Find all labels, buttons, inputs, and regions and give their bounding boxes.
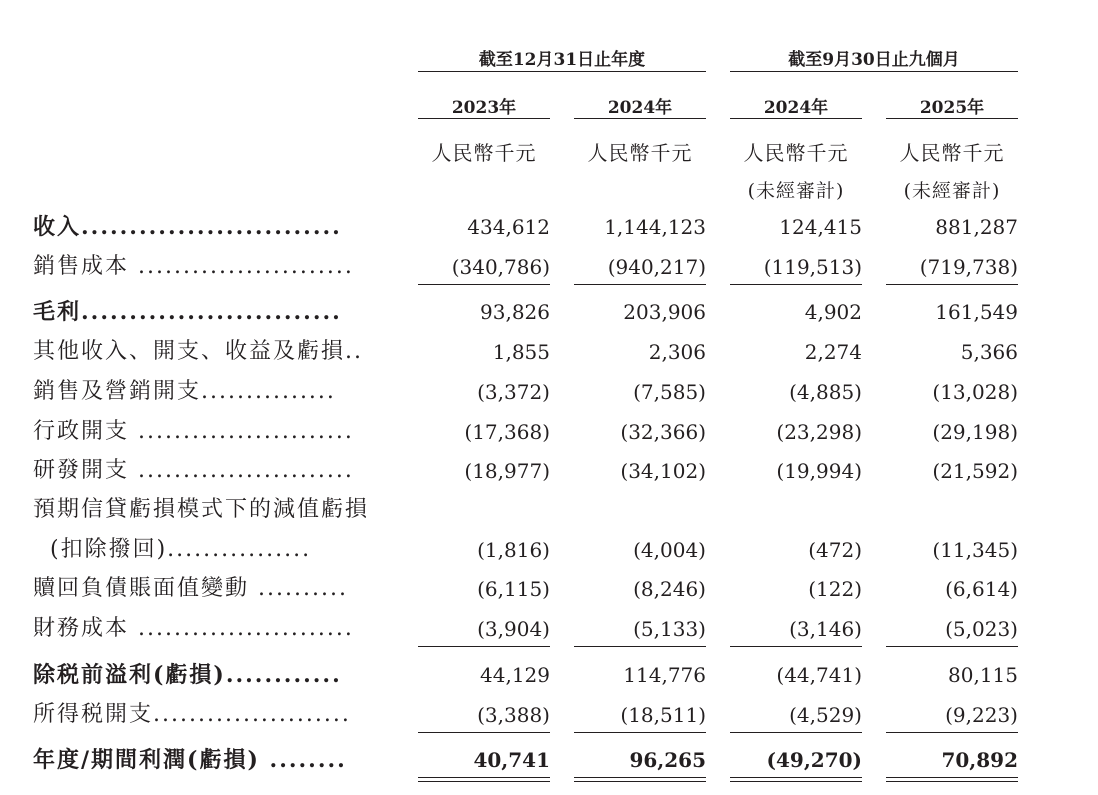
value-cell: (34,102) — [620, 459, 706, 483]
row-label: 其他收入、開支、收益及虧損.. — [33, 339, 364, 364]
row-label: 銷售及營銷開支............... — [33, 379, 336, 404]
value-cell: (122) — [808, 577, 862, 601]
value-cell: (18,977) — [464, 459, 550, 483]
year-header: 2025年 — [919, 98, 985, 118]
value-cell: 40,741 — [473, 748, 550, 772]
year-rule — [886, 118, 1018, 119]
table-row — [0, 252, 1098, 282]
subtotal-rule — [418, 732, 550, 733]
year-rule — [730, 118, 862, 119]
value-cell: 5,366 — [960, 340, 1018, 364]
subtotal-rule — [730, 284, 862, 285]
period-heading-nine-months: 截至9月30日止九個月 — [788, 50, 960, 70]
value-cell: 203,906 — [623, 300, 706, 324]
value-cell: (4,004) — [633, 538, 706, 562]
table-row — [0, 700, 1098, 730]
value-cell: (472) — [808, 538, 862, 562]
subtotal-rule — [574, 284, 706, 285]
value-cell: (6,614) — [945, 577, 1018, 601]
total-double-rule — [574, 777, 706, 778]
value-cell: (119,513) — [763, 255, 862, 279]
unit-label: 人民幣千元 — [431, 141, 537, 165]
value-cell: (4,885) — [789, 380, 862, 404]
value-cell: (5,023) — [945, 617, 1018, 641]
value-cell: (3,146) — [789, 617, 862, 641]
total-double-rule — [418, 781, 550, 782]
unit-label: 人民幣千元 — [587, 141, 693, 165]
value-cell: (7,585) — [633, 380, 706, 404]
year-header: 2024年 — [763, 98, 829, 118]
unit-label: 人民幣千元 — [743, 141, 849, 165]
table-row — [0, 614, 1098, 644]
subtotal-rule — [730, 646, 862, 647]
value-cell: (8,246) — [633, 577, 706, 601]
value-cell: 2,306 — [648, 340, 706, 364]
value-cell: 881,287 — [935, 215, 1018, 239]
subtotal-rule — [886, 284, 1018, 285]
value-cell: 1,855 — [492, 340, 550, 364]
value-cell: (23,298) — [776, 420, 862, 444]
row-label: 財務成本 ........................ — [33, 616, 354, 641]
table-row — [0, 417, 1098, 447]
value-cell: (18,511) — [620, 703, 706, 727]
unit-label: 人民幣千元 — [899, 141, 1005, 165]
subtotal-rule — [730, 732, 862, 733]
value-cell: (29,198) — [932, 420, 1018, 444]
value-cell: (3,372) — [477, 380, 550, 404]
period-heading-year: 截至12月31日止年度 — [478, 50, 646, 70]
total-double-rule — [886, 781, 1018, 782]
row-label: 研發開支 ........................ — [33, 458, 354, 483]
value-cell: (940,217) — [607, 255, 706, 279]
value-cell: (3,904) — [477, 617, 550, 641]
value-cell: (719,738) — [919, 255, 1018, 279]
subtotal-rule — [574, 646, 706, 647]
value-cell: (21,592) — [932, 459, 1018, 483]
subtotal-rule — [886, 646, 1018, 647]
value-cell: (9,223) — [945, 703, 1018, 727]
table-row — [0, 377, 1098, 407]
value-cell: (1,816) — [477, 538, 550, 562]
subtotal-rule — [418, 646, 550, 647]
table-row — [0, 660, 1098, 690]
value-cell: 124,415 — [779, 215, 862, 239]
year-header: 2024年 — [607, 98, 673, 118]
value-cell: (32,366) — [620, 420, 706, 444]
value-cell: 44,129 — [480, 663, 550, 687]
row-label: 除税前溢利(虧損)............ — [33, 662, 342, 688]
subtotal-rule — [574, 732, 706, 733]
table-row — [0, 745, 1098, 775]
year-header: 2023年 — [451, 98, 517, 118]
row-label: 銷售成本 ........................ — [33, 254, 354, 279]
row-label: 行政開支 ........................ — [33, 419, 354, 444]
group-rule — [730, 71, 1018, 72]
group-rule — [418, 71, 706, 72]
table-row — [0, 456, 1098, 486]
value-cell: 80,115 — [948, 663, 1018, 687]
value-cell: (17,368) — [464, 420, 550, 444]
total-double-rule — [730, 781, 862, 782]
value-cell: 114,776 — [623, 663, 706, 687]
table-row — [0, 495, 1098, 525]
row-label: 年度/期間利潤(虧損) ........ — [33, 747, 347, 773]
value-cell: (44,741) — [776, 663, 862, 687]
table-row — [0, 535, 1098, 565]
row-label: (扣除撥回)................ — [50, 537, 312, 562]
row-label: 收入........................... — [33, 214, 342, 240]
total-double-rule — [886, 777, 1018, 778]
value-cell: 4,902 — [804, 300, 862, 324]
unaudited-label: (未經審計) — [903, 180, 1001, 202]
value-cell: 70,892 — [941, 748, 1018, 772]
value-cell: (49,270) — [766, 748, 862, 772]
value-cell: (11,345) — [932, 538, 1018, 562]
total-double-rule — [730, 777, 862, 778]
table-row — [0, 337, 1098, 367]
row-label: 預期信貸虧損模式下的減值虧損 — [33, 497, 370, 522]
value-cell: 2,274 — [804, 340, 862, 364]
value-cell: (4,529) — [789, 703, 862, 727]
unaudited-label: (未經審計) — [747, 180, 845, 202]
value-cell: (19,994) — [776, 459, 862, 483]
row-label: 毛利........................... — [33, 299, 342, 325]
value-cell: 161,549 — [935, 300, 1018, 324]
subtotal-rule — [418, 284, 550, 285]
value-cell: (13,028) — [932, 380, 1018, 404]
total-double-rule — [418, 777, 550, 778]
subtotal-rule — [886, 732, 1018, 733]
value-cell: (5,133) — [633, 617, 706, 641]
value-cell: 434,612 — [467, 215, 550, 239]
row-label: 所得税開支...................... — [33, 702, 351, 727]
value-cell: (340,786) — [451, 255, 550, 279]
table-row — [0, 574, 1098, 604]
table-row — [0, 212, 1098, 242]
total-double-rule — [574, 781, 706, 782]
value-cell: 1,144,123 — [604, 215, 706, 239]
year-rule — [418, 118, 550, 119]
value-cell: 96,265 — [629, 748, 706, 772]
value-cell: (3,388) — [477, 703, 550, 727]
row-label: 贖回負債賬面值變動 .......... — [33, 576, 348, 601]
year-rule — [574, 118, 706, 119]
value-cell: (6,115) — [477, 577, 550, 601]
value-cell: 93,826 — [480, 300, 550, 324]
table-row — [0, 297, 1098, 327]
